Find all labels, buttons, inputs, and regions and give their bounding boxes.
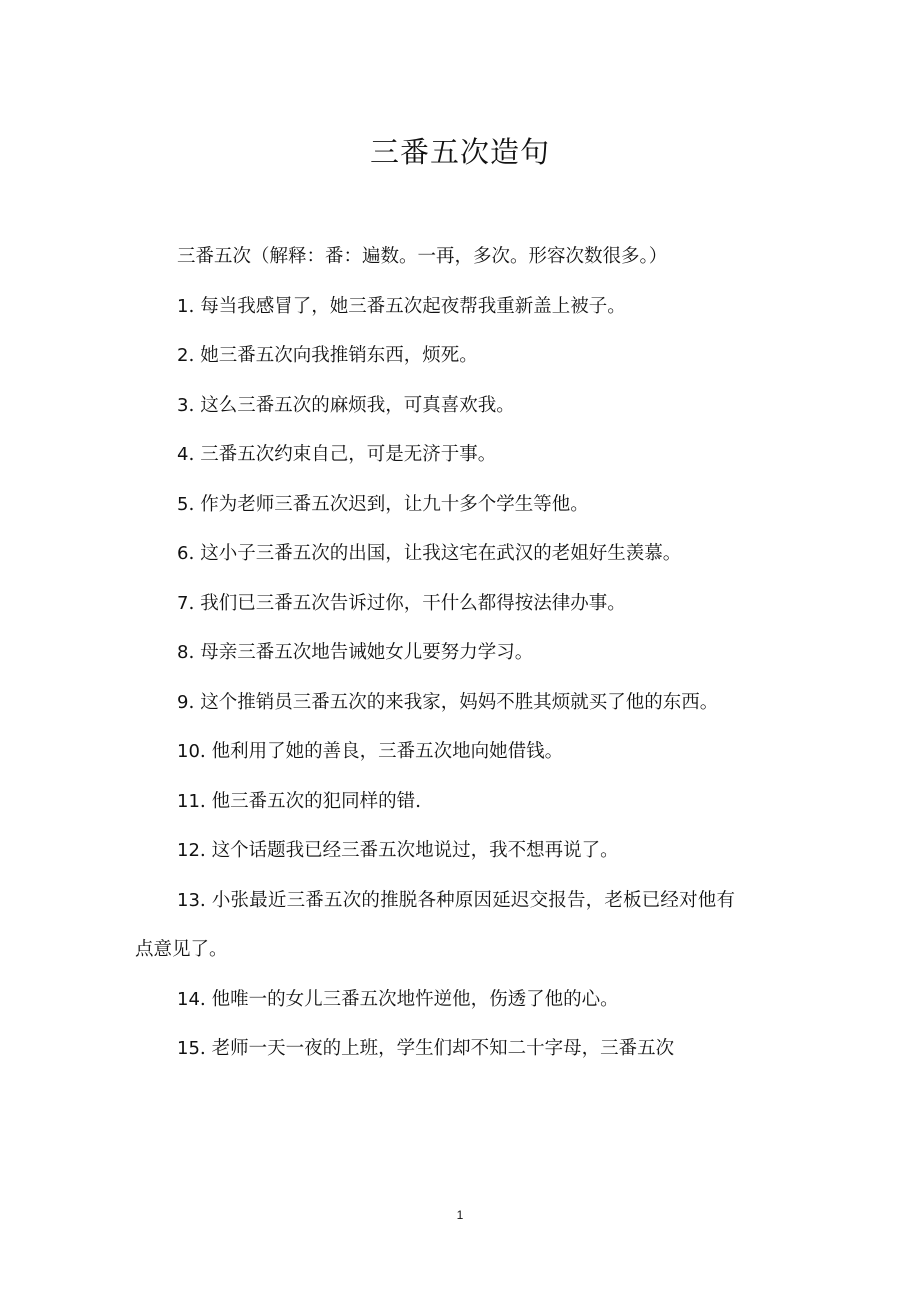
sentence-number: 9	[177, 691, 189, 713]
sentence-number: 8	[177, 642, 189, 663]
sentence-number: 13	[177, 889, 200, 911]
sentence-item	[135, 975, 735, 1025]
sentence-number: 15	[177, 1038, 200, 1059]
document-body	[135, 232, 735, 1074]
sentence-item	[135, 430, 735, 480]
sentence-text: . 这个推销员三番五次的来我家，妈妈不胜其烦就买了他的东西。	[188, 691, 719, 713]
sentence-item	[135, 628, 735, 678]
sentence-item	[135, 282, 735, 332]
sentence-item	[135, 678, 735, 728]
sentence-item	[135, 1024, 735, 1074]
sentence-text: . 小张最近三番五次的推脱各种原因延迟交报告，老板已经对他有点意见了。	[135, 889, 735, 960]
sentence-item	[135, 480, 735, 530]
sentence-number: 3	[177, 394, 189, 416]
sentence-text: . 我们已三番五次告诉过你，干什么都得按法律办事。	[188, 592, 626, 614]
sentence-item	[135, 579, 735, 629]
sentence-item	[135, 727, 735, 777]
sentence-text: . 他三番五次的犯同样的错.	[199, 790, 422, 812]
sentence-text: . 她三番五次向我推销东西，烦死。	[188, 345, 478, 366]
sentence-item	[135, 826, 735, 876]
page-title: 三番五次造句	[369, 135, 550, 169]
sentence-number: 6	[177, 543, 189, 564]
sentence-item	[135, 529, 735, 579]
sentence-number: 10	[177, 741, 200, 762]
sentence-text: . 每当我感冒了，她三番五次起夜帮我重新盖上被子。	[188, 295, 626, 317]
sentence-item	[135, 381, 735, 431]
sentence-text: . 老师一天一夜的上班，学生们却不知二十字母，三番五次	[199, 1038, 675, 1059]
sentence-text: . 母亲三番五次地告诫她女儿要努力学习。	[188, 642, 534, 663]
sentence-number: 12	[177, 840, 200, 861]
sentence-number: 14	[177, 988, 200, 1010]
sentence-text: . 三番五次约束自己，可是无济于事。	[188, 444, 497, 465]
sentence-text: . 他利用了她的善良，三番五次地向她借钱。	[199, 741, 564, 762]
sentence-number: 2	[177, 345, 189, 366]
sentence-text: . 这个话题我已经三番五次地说过，我不想再说了。	[199, 840, 619, 861]
sentence-item	[135, 777, 735, 827]
sentence-text: . 他唯一的女儿三番五次地忤逆他，伤透了他的心。	[199, 988, 619, 1010]
sentence-text: . 这么三番五次的麻烦我，可真喜欢我。	[188, 394, 515, 416]
definition-paragraph: 三番五次（解释：番：遍数。一再，多次。形容次数很多。）	[177, 246, 668, 267]
page-number: 1	[456, 1208, 464, 1222]
sentence-text: . 这小子三番五次的出国，让我这宅在武汉的老姐好生羡慕。	[188, 543, 682, 564]
sentence-item	[135, 331, 735, 381]
sentence-number: 4	[177, 444, 189, 465]
sentence-text: . 作为老师三番五次迟到，让九十多个学生等他。	[188, 493, 589, 515]
sentence-number: 5	[177, 493, 189, 515]
sentence-number: 11	[177, 790, 200, 812]
sentence-number: 1	[177, 295, 189, 317]
sentence-item	[135, 876, 735, 975]
sentence-number: 7	[177, 592, 189, 614]
